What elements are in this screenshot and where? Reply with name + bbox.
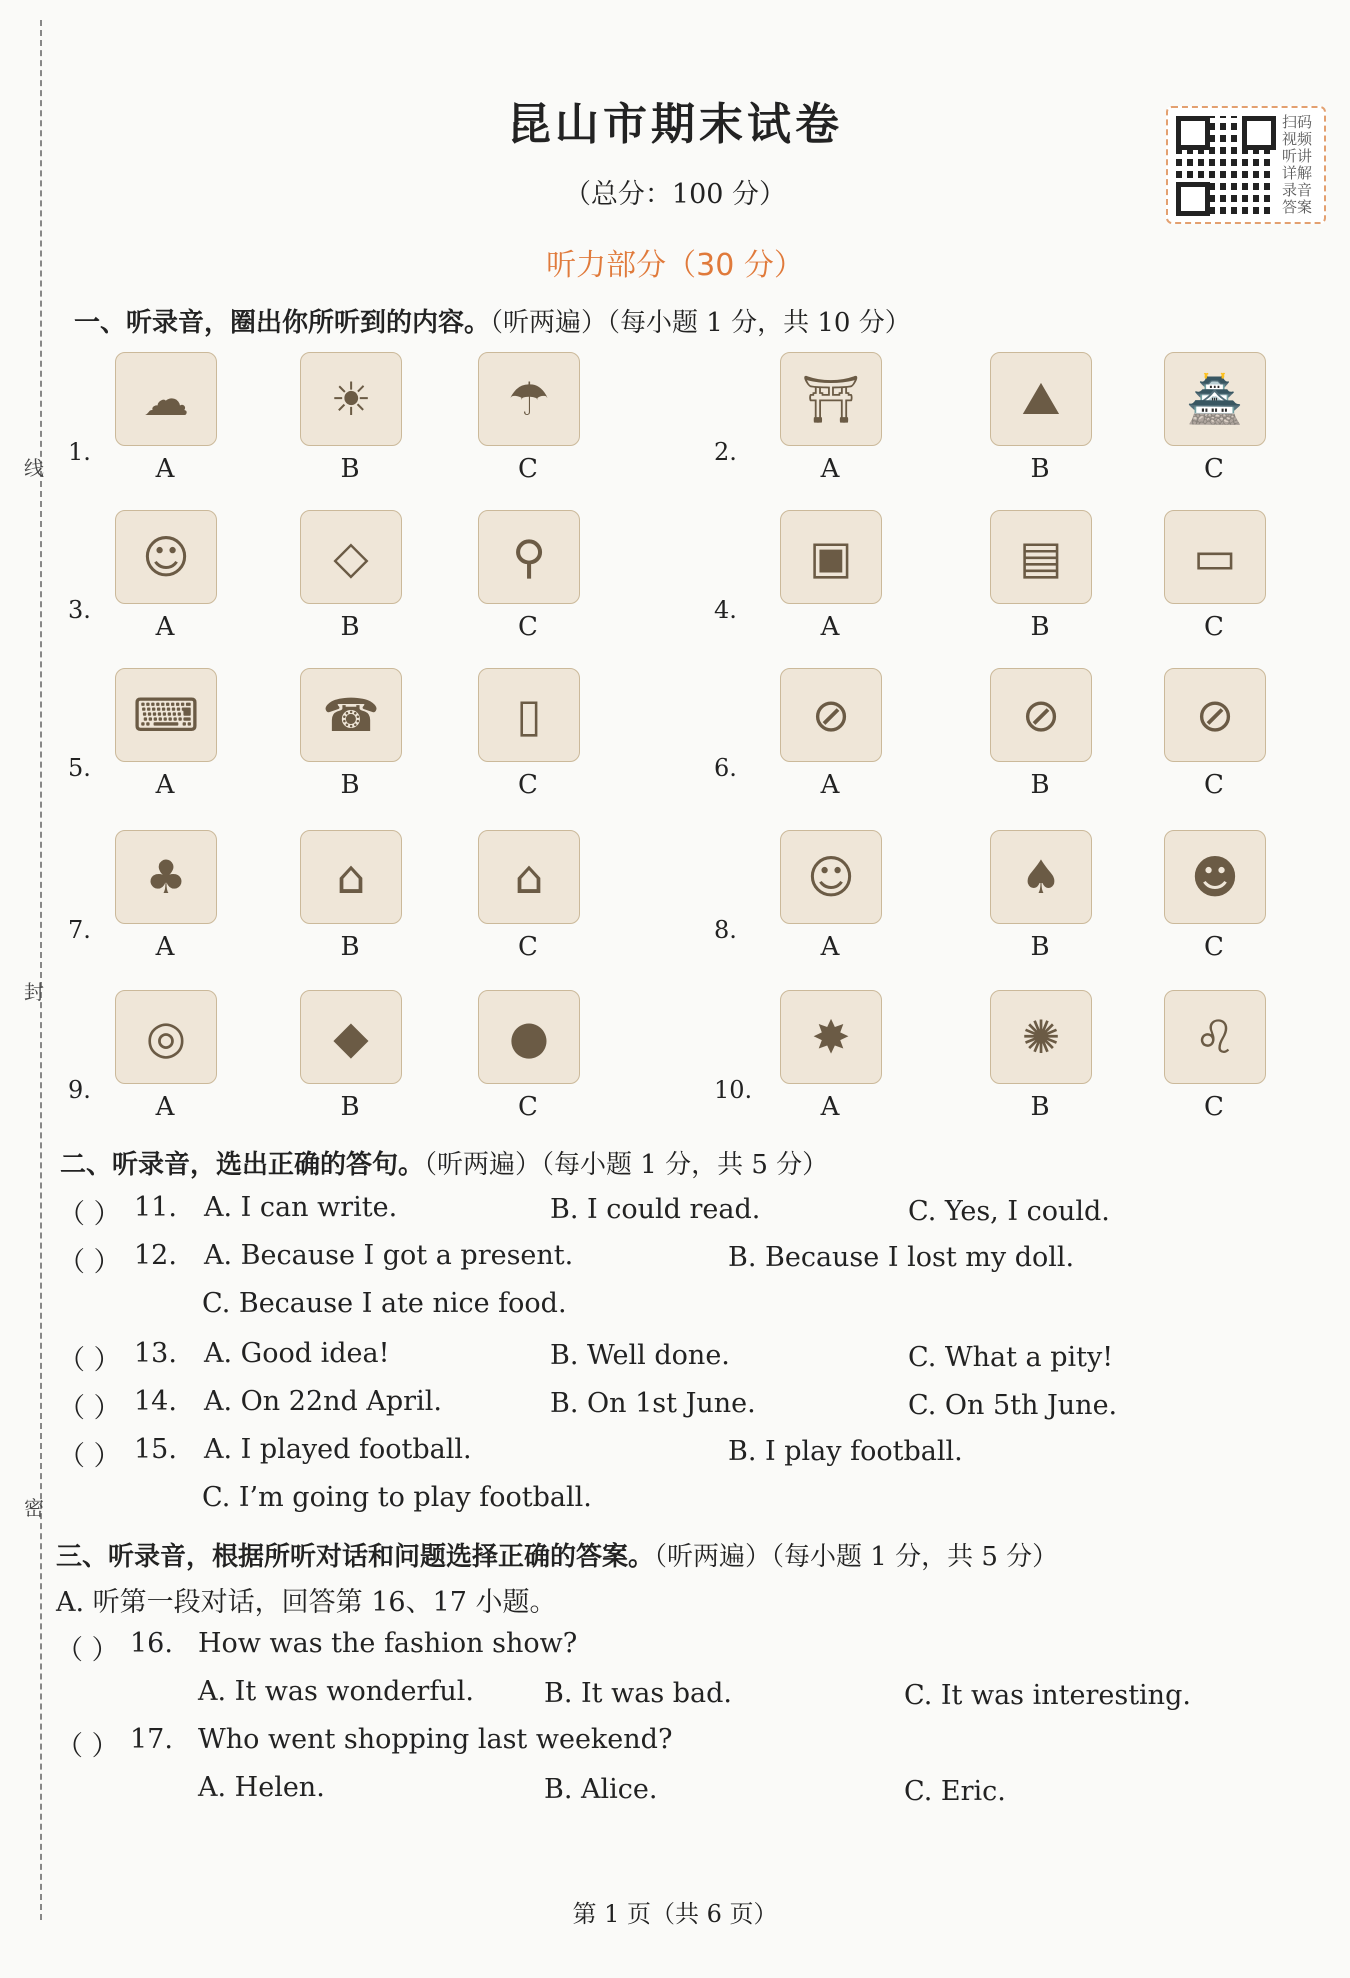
answer-bracket[interactable]: （ ） [58,1199,121,1230]
option-label: B [340,770,360,800]
question-number: 6. [714,754,737,782]
temple-icon[interactable]: ⛩ [780,352,882,446]
question-text: How was the fashion show? [198,1628,578,1659]
option-c: C. Eric. [904,1776,1006,1807]
option-label: A [155,612,175,642]
lion-dance-icon[interactable]: ♌ [1164,990,1266,1084]
qr-corner-icon [1176,182,1210,216]
no-food-icon[interactable]: ⊘ [780,668,882,762]
option-label: C [1204,454,1224,484]
question-text: Who went shopping last weekend? [198,1724,673,1755]
option-b: B. I could read. [550,1194,761,1225]
plant-trees-icon[interactable]: ♠ [990,830,1092,924]
no-litter-icon[interactable]: ⊘ [990,668,1092,762]
option-label: B [340,454,360,484]
part1-heading: 一、听录音，圈出你所听到的内容。 [74,308,491,338]
page-title: 昆山市期末试卷 [507,99,843,150]
part2-title [60,1144,828,1181]
option-b: B. I play football. [728,1436,963,1467]
play-games-icon[interactable]: ☻ [1164,830,1266,924]
answer-bracket[interactable]: （ ） [56,1635,119,1666]
option-label: A [155,932,175,962]
option-a: A. Good idea! [204,1338,390,1369]
question-number: 16. [130,1628,173,1659]
option-b: B. On 1st June. [550,1388,756,1419]
part1-title [74,302,911,339]
question-number: 15. [134,1434,177,1465]
option-label: C [1204,1092,1224,1122]
question-number: 10. [714,1076,753,1104]
binding-line [40,20,42,1920]
cloud-icon[interactable]: ☁ [115,352,217,446]
park-icon[interactable]: ♣ [115,830,217,924]
question-number: 14. [134,1386,177,1417]
kids-picnic-icon[interactable]: ☺ [115,510,217,604]
option-label: A [155,770,175,800]
answer-bracket[interactable]: （ ） [58,1441,121,1472]
part2-note: （听两遍）（每小题 1 分，共 5 分） [424,1150,829,1180]
answer-bracket[interactable]: （ ） [58,1345,121,1376]
answer-bracket[interactable]: （ ） [56,1731,119,1762]
listening-section-title: 听力部分（30 分） [546,248,804,283]
question-number: 11. [134,1192,177,1223]
question-number: 8. [714,916,737,944]
option-label: B [1030,932,1050,962]
fireworks-icon[interactable]: ✺ [990,990,1092,1084]
option-a: A. Because I got a present. [204,1240,574,1271]
part2-heading: 二、听录音，选出正确的答句。 [60,1150,425,1180]
option-label: C [1204,612,1224,642]
option-label: B [340,932,360,962]
kite-flying-icon[interactable]: ◇ [300,510,402,604]
option-c: C. What a pity! [908,1342,1114,1373]
option-a: A. Helen. [198,1772,325,1803]
option-b: B. Well done. [550,1340,730,1371]
option-label: A [820,454,840,484]
sun-icon[interactable]: ☀ [300,352,402,446]
part1-note: （听两遍）（每小题 1 分，共 10 分） [490,308,911,338]
question-number: 1. [68,438,91,466]
cycling-icon[interactable]: ⚲ [478,510,580,604]
mobile-phone-icon[interactable]: ▯ [478,668,580,762]
part3-title [56,1536,1058,1573]
computer-icon[interactable]: ⌨ [115,668,217,762]
qr-corner-icon [1242,116,1276,150]
option-label: A [155,1092,175,1122]
tangyuan-icon[interactable]: ● [478,990,580,1084]
option-label: C [1204,770,1224,800]
option-label: B [1030,1092,1050,1122]
option-a: A. I played football. [204,1434,472,1465]
option-label: B [1030,770,1050,800]
option-label: B [1030,454,1050,484]
binding-char: 封 [24,980,44,1004]
newspaper-icon[interactable]: ▤ [990,510,1092,604]
mooncake-icon[interactable]: ◎ [115,990,217,1084]
restaurant-icon[interactable]: ⌂ [300,830,402,924]
question-number: 5. [68,754,91,782]
zongzi-icon[interactable]: ◆ [300,990,402,1084]
firecrackers-icon[interactable]: ✸ [780,990,882,1084]
option-label: B [340,612,360,642]
supermarket-icon[interactable]: ⌂ [478,830,580,924]
qr-code[interactable] [1166,106,1326,224]
binding-char: 密 [24,1496,44,1520]
option-b: B. It was bad. [544,1678,732,1709]
walk-to-school-icon[interactable]: ☺ [780,830,882,924]
radio-icon[interactable]: ▣ [780,510,882,604]
option-label: C [518,1092,538,1122]
total-score: （总分：100 分） [563,179,787,210]
option-label: A [820,1092,840,1122]
qr-corner-icon [1176,116,1210,150]
question-number: 2. [714,438,737,466]
palace-icon[interactable]: 🏯 [1164,352,1266,446]
question-number: 13. [134,1338,177,1369]
question-number: 12. [134,1240,177,1271]
binding-char: 线 [24,456,44,480]
question-number: 9. [68,1076,91,1104]
rain-icon[interactable]: ☂ [478,352,580,446]
option-label: B [1030,612,1050,642]
option-b: B. Alice. [544,1774,658,1805]
option-label: C [1204,932,1224,962]
option-label: C [518,612,538,642]
part3-intro: A. 听第一段对话，回答第 16、17 小题。 [56,1587,557,1618]
option-label: A [820,612,840,642]
answer-bracket[interactable]: （ ） [58,1247,121,1278]
option-c: C. Yes, I could. [908,1196,1110,1227]
option-c: C. I’m going to play football. [202,1482,592,1513]
question-number: 4. [714,596,737,624]
option-a: A. It was wonderful. [198,1676,474,1707]
telephone-icon[interactable]: ☎ [300,668,402,762]
option-c: C. It was interesting. [904,1680,1191,1711]
option-a: A. On 22nd April. [204,1386,442,1417]
option-label: B [340,1092,360,1122]
part3-heading: 三、听录音，根据所听对话和问题选择正确的答案。 [56,1542,655,1572]
option-a: A. I can write. [204,1192,398,1223]
question-number: 7. [68,916,91,944]
option-label: C [518,770,538,800]
option-c: C. On 5th June. [908,1390,1118,1421]
part3-note: （听两遍）（每小题 1 分，共 5 分） [654,1542,1059,1572]
option-label: C [518,932,538,962]
option-label: A [820,770,840,800]
no-smoking-icon[interactable]: ⊘ [1164,668,1266,762]
tv-icon[interactable]: ▭ [1164,510,1266,604]
option-label: A [820,932,840,962]
question-number: 17. [130,1724,173,1755]
option-b: B. Because I lost my doll. [728,1242,1075,1273]
option-c: C. Because I ate nice food. [202,1288,567,1319]
question-number: 3. [68,596,91,624]
answer-bracket[interactable]: （ ） [58,1393,121,1424]
page-number: 第 1 页（共 6 页） [572,1900,778,1928]
option-label: A [155,454,175,484]
qr-caption: 扫码视频听讲详解录音答案 [1282,113,1313,216]
great-wall-icon[interactable]: ⛰ [990,352,1092,446]
option-label: C [518,454,538,484]
